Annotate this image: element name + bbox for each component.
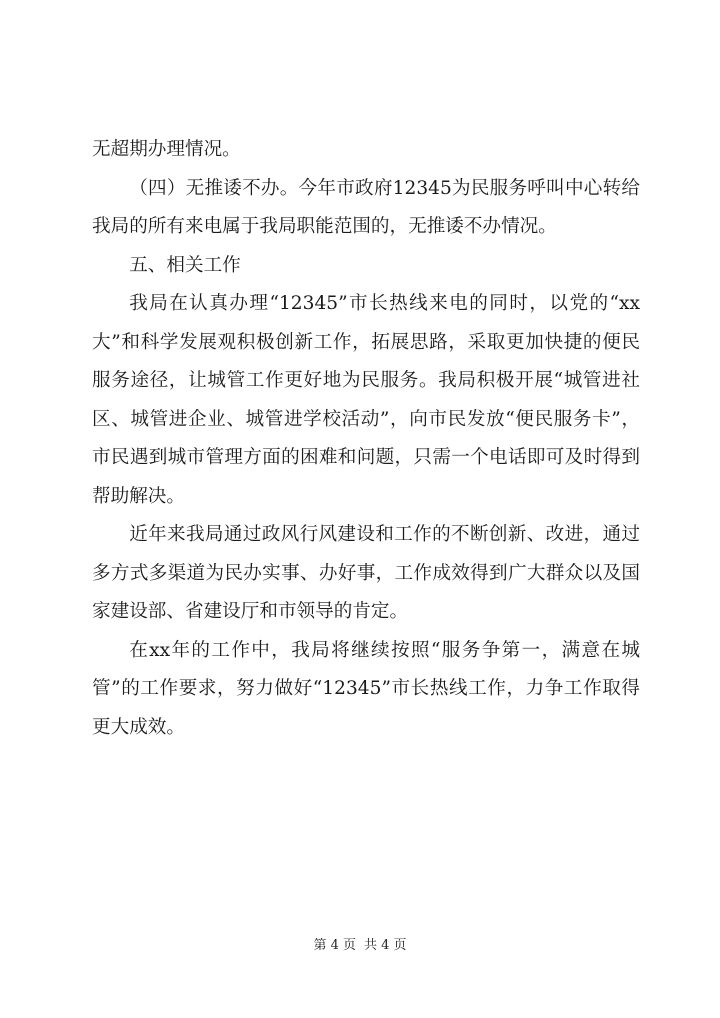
section-heading-related-work: 五、相关工作	[129, 254, 241, 276]
paragraph-recent-years: 近年来我局通过政风行风建设和工作的不断创新、改进，通过多方式多渠道为民办实事、办好事，工作成效得到广大群众以及国家建设部、省建设厅和市领导的肯定。	[92, 524, 640, 622]
page-total: 共 4 页	[364, 938, 407, 953]
page-footer	[0, 936, 720, 956]
paragraph-no-shirking: （四）无推诿不办。今年市政府12345为民服务呼叫中心转给我局的所有来电属于我局职能范围的，无推诿不办情况。	[92, 177, 640, 237]
paragraph-no-overdue: 无超期办理情况。	[92, 139, 241, 160]
paragraph-hotline-work: 我局在认真办理“12345”市长热线来电的同时，以党的“xx大”和科学发展观积极创新工作，拓展思路，采取更加快捷的便民服务途径，让城管工作更好地为民服务。我局积极开展“城管进社区、城管进企业、城管进学校活动”，向市民发放“便民服务卡”，市民遇到城市管理方面的困难和问题，只需一个电话即可及时得到帮助解决。	[92, 293, 640, 507]
paragraph-next-year-plan: 在xx年的工作中，我局将继续按照“服务争第一，满意在城管”的工作要求，努力做好“12345”市长热线工作，力争工作取得更大成效。	[92, 639, 640, 738]
page-number: 第 4 页	[313, 938, 356, 953]
document-body	[92, 131, 640, 747]
